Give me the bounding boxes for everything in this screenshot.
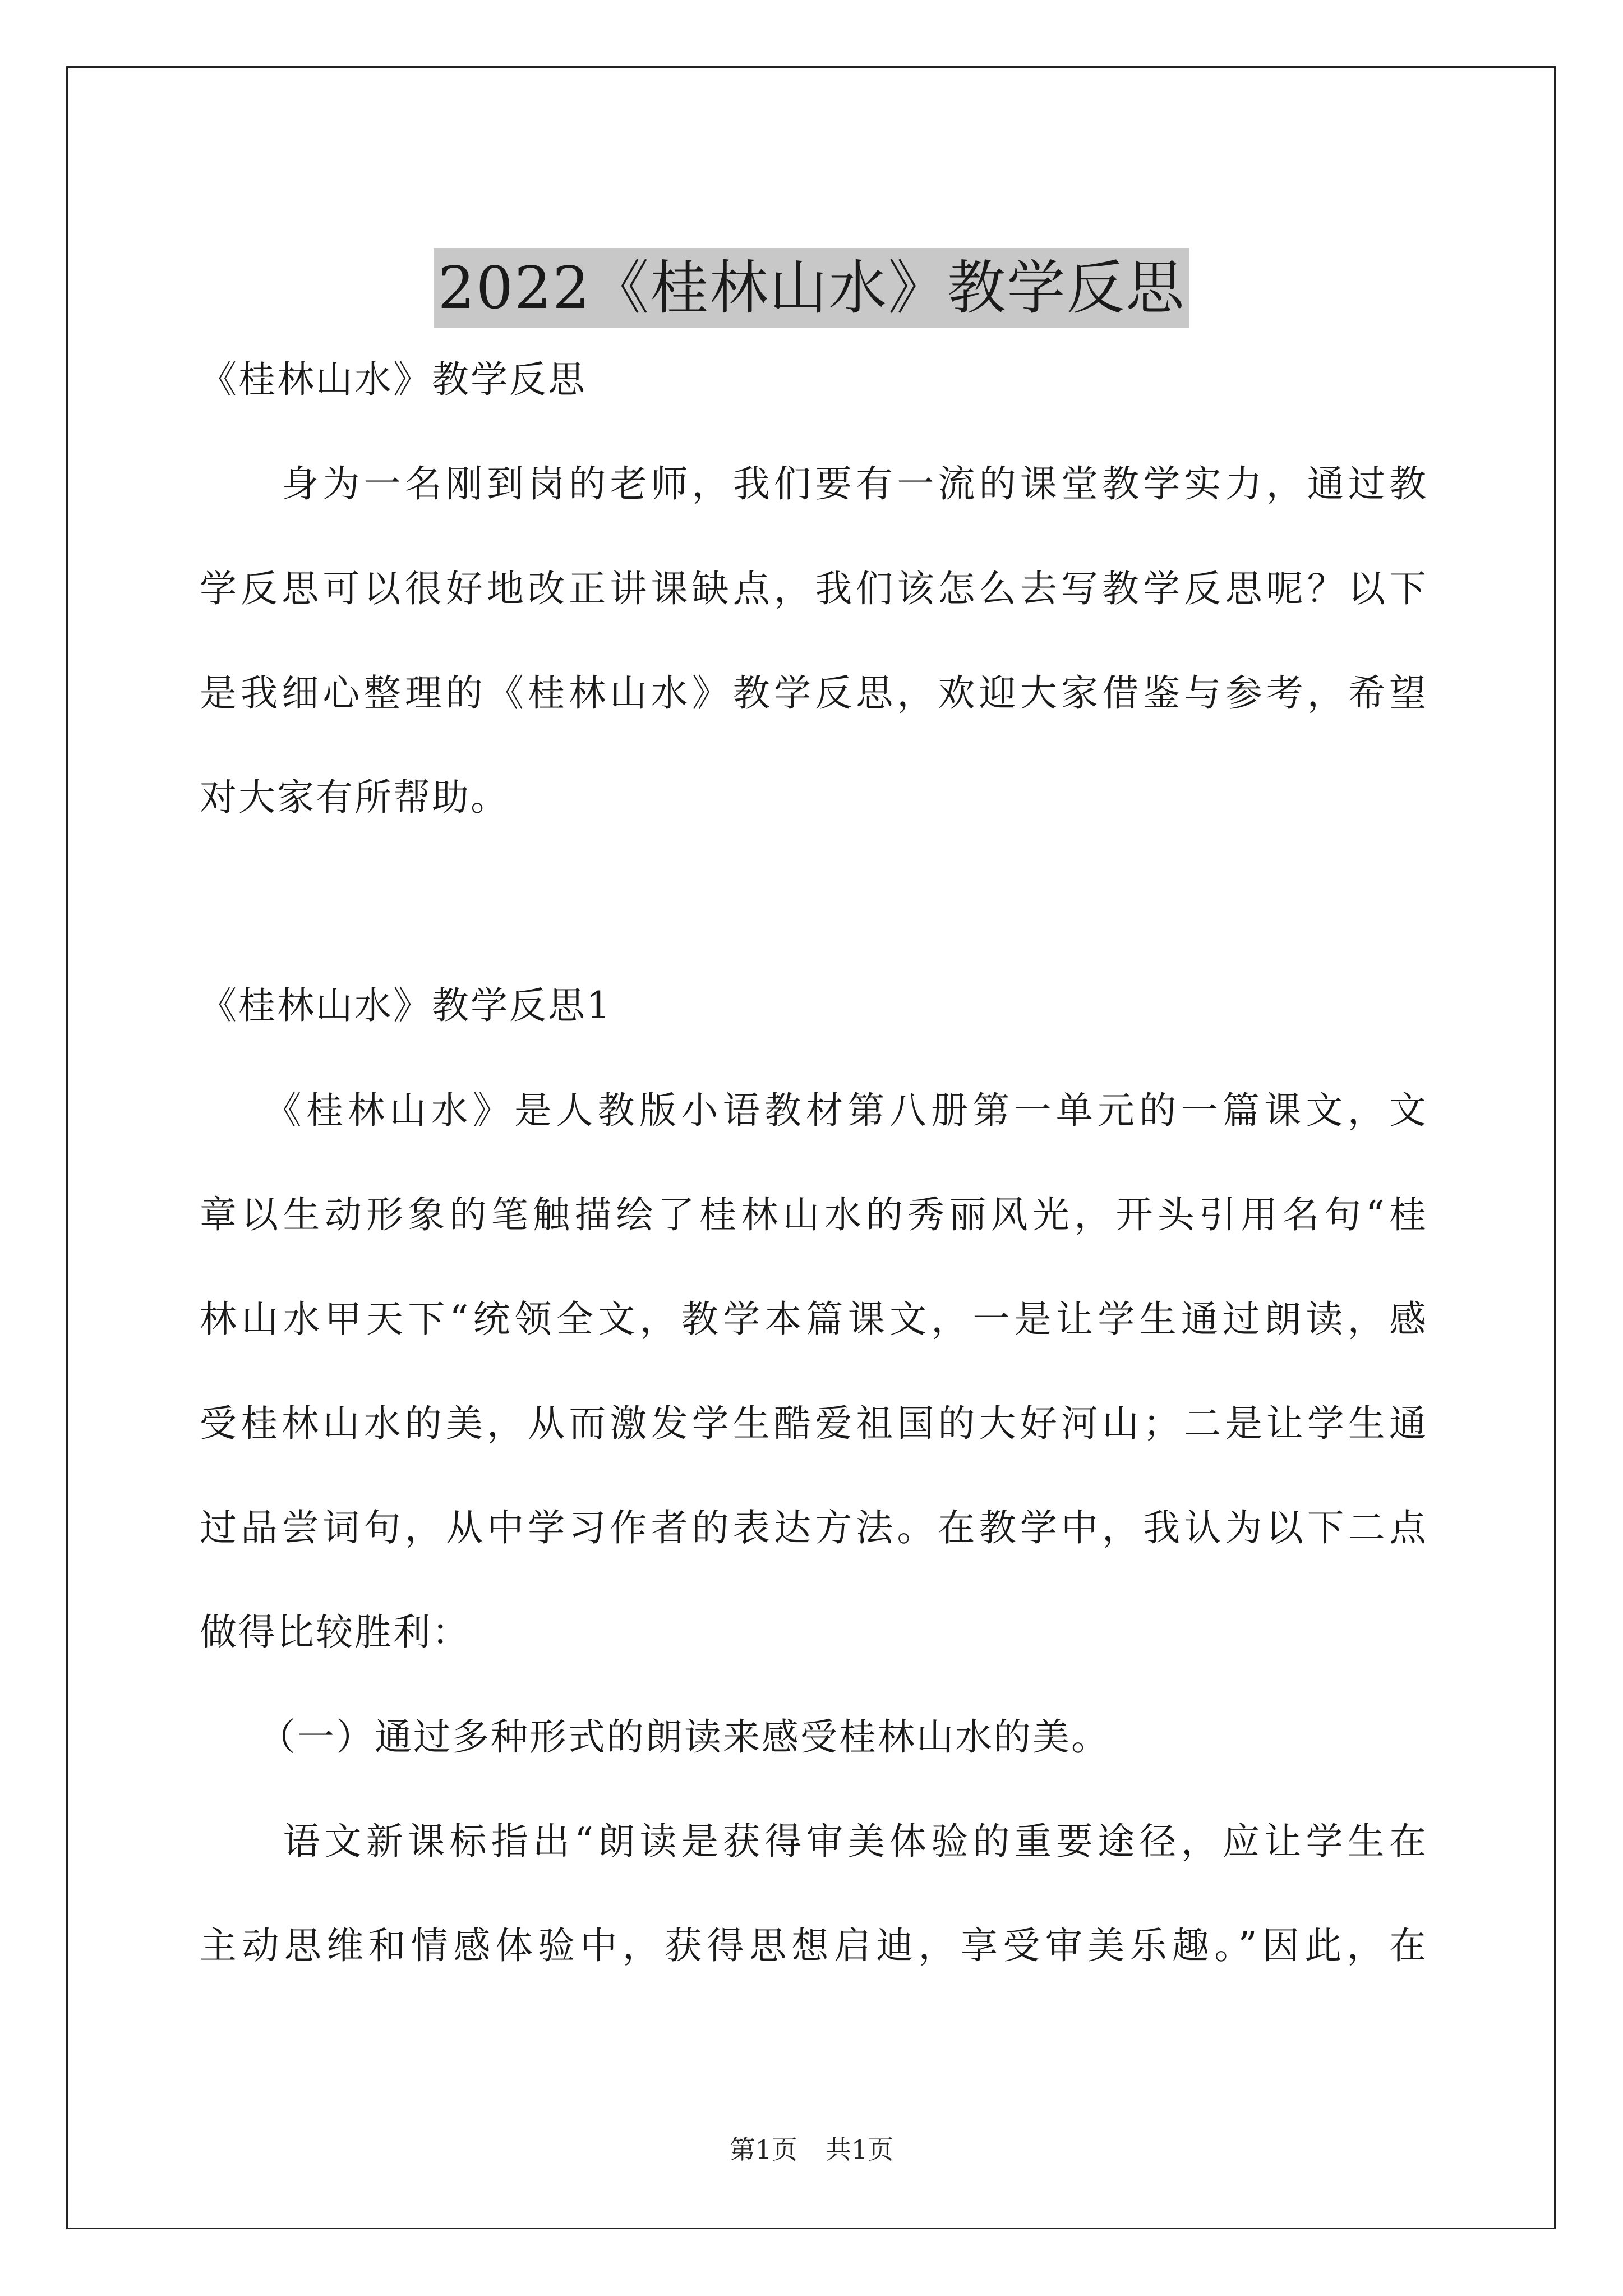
page-total: 共1页 xyxy=(826,2134,894,2165)
page-number: 第1页 xyxy=(729,2134,797,2165)
paragraph-line: 过品尝词句，从中学习作者的表达方法。在教学中，我认为以下二点 xyxy=(200,1506,1428,1549)
paragraph-line: 做得比较胜利： xyxy=(200,1611,471,1654)
title-container xyxy=(0,209,1623,366)
paragraph-line: 林山水甲天下“统领全文，教学本篇课文，一是让学生通过朗读，感 xyxy=(200,1297,1428,1341)
paragraph-line: 是我细心整理的《桂林山水》教学反思，欢迎大家借鉴与参考，希望 xyxy=(200,671,1428,715)
paragraph-line: 《桂林山水》是人教版小语教材第八册第一单元的一篇课文，文 xyxy=(200,1089,1428,1132)
section-heading: 《桂林山水》教学反思1 xyxy=(200,984,612,1027)
paragraph-line: 主动思维和情感体验中，获得思想启迪，享受审美乐趣。”因此，在 xyxy=(200,1924,1428,1967)
document-title: 2022《桂林山水》教学反思 xyxy=(434,248,1190,328)
paragraph-line: 章以生动形象的笔触描绘了桂林山水的秀丽风光，开头引用名句“桂 xyxy=(200,1193,1428,1236)
page-footer xyxy=(0,2133,1623,2166)
paragraph-line: 语文新课标指出“朗读是获得审美体验的重要途径，应让学生在 xyxy=(200,1820,1428,1863)
paragraph-line: 受桂林山水的美，从而激发学生酷爱祖国的大好河山；二是让学生通 xyxy=(200,1402,1428,1445)
subheading-line: （一）通过多种形式的朗读来感受桂林山水的美。 xyxy=(200,1715,1110,1759)
paragraph-line: 对大家有所帮助。 xyxy=(200,776,509,819)
section-heading: 《桂林山水》教学反思 xyxy=(200,358,587,401)
paragraph-line: 学反思可以很好地改正讲课缺点，我们该怎么去写教学反思呢？以下 xyxy=(200,567,1428,610)
paragraph-line: 身为一名刚到岗的老师，我们要有一流的课堂教学实力，通过教 xyxy=(200,462,1428,505)
